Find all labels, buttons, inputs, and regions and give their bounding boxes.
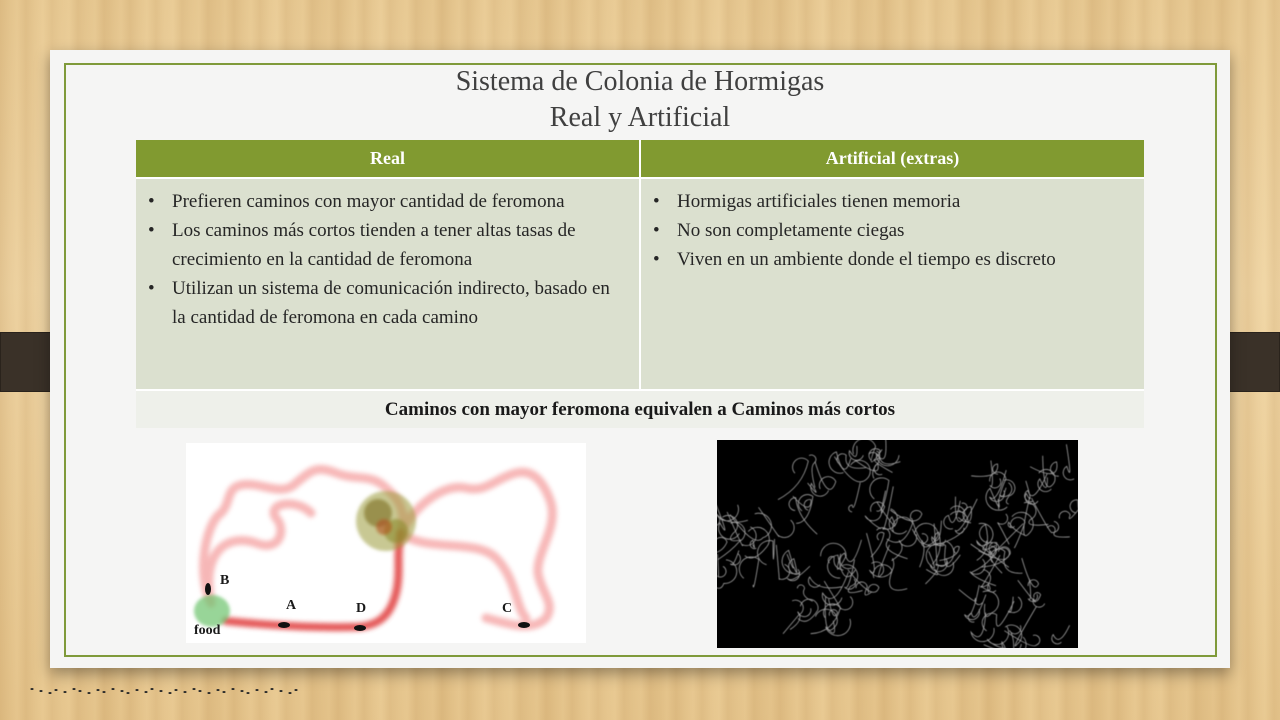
swirl-paths bbox=[717, 440, 1078, 648]
table-footer-row bbox=[136, 390, 1144, 428]
cell-artificial bbox=[640, 178, 1144, 390]
trail-illustration bbox=[186, 443, 586, 643]
table-header-row bbox=[136, 140, 1144, 178]
label-a: A bbox=[286, 598, 297, 613]
slide-title bbox=[140, 64, 1140, 136]
footer-statement: Caminos con mayor feromona equivalen a Caminos más cortos bbox=[136, 390, 1144, 428]
ant-line-decoration bbox=[28, 682, 308, 700]
label-d: D bbox=[356, 601, 367, 616]
nest bbox=[356, 491, 416, 551]
artificial-list bbox=[651, 187, 1132, 274]
list-item: • Hormigas artificiales tienen memoria bbox=[651, 187, 1132, 216]
list-item: • Utilizan un sistema de comunicación indirecto, basado en la cantidad de feromona en cada camino bbox=[146, 274, 627, 332]
header-real: Real bbox=[136, 140, 640, 178]
label-food: food bbox=[194, 623, 221, 638]
title-line-1: Sistema de Colonia de Hormigas bbox=[455, 66, 825, 97]
label-c: C bbox=[502, 601, 513, 616]
table-body-row bbox=[136, 178, 1144, 390]
label-b: B bbox=[220, 573, 230, 588]
list-item: • Prefieren caminos con mayor cantidad de feromona bbox=[146, 187, 627, 216]
ant-trail-diagram bbox=[186, 443, 586, 643]
header-artificial: Artificial (extras) bbox=[640, 140, 1144, 178]
cell-real bbox=[136, 178, 640, 390]
list-item: • Los caminos más cortos tienden a tener altas tasas de crecimiento en la cantidad de feromona bbox=[146, 216, 627, 274]
list-item: • Viven en un ambiente donde el tiempo es discreto bbox=[651, 245, 1132, 274]
title-line-2: Real y Artificial bbox=[549, 102, 731, 133]
comparison-table bbox=[136, 140, 1144, 428]
ant-simulation-image bbox=[717, 440, 1078, 648]
real-list bbox=[146, 187, 627, 332]
list-item: • No son completamente ciegas bbox=[651, 216, 1132, 245]
